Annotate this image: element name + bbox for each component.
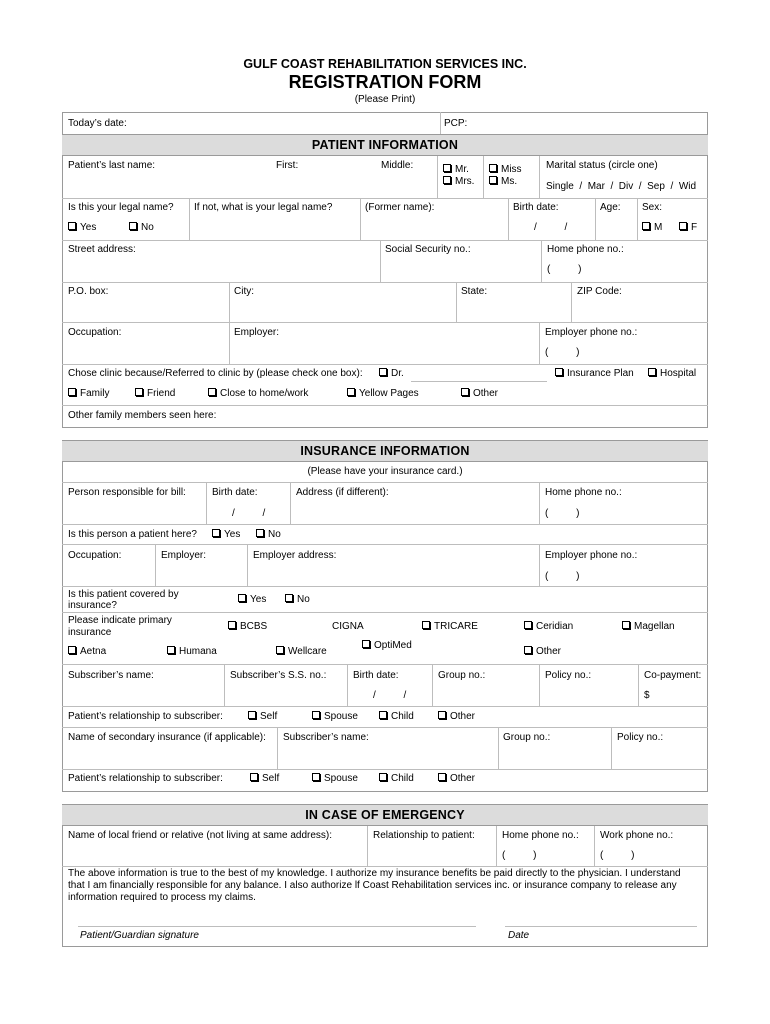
checkbox-icon bbox=[438, 773, 446, 781]
insurance-other-checkbox[interactable] bbox=[524, 646, 561, 658]
is-patient-no-checkbox[interactable] bbox=[256, 529, 281, 541]
print-instruction: (Please Print) bbox=[354, 94, 416, 105]
option-label: Self bbox=[260, 711, 278, 722]
checkbox-icon bbox=[622, 621, 630, 629]
divider bbox=[347, 664, 348, 706]
checkbox-icon bbox=[679, 222, 687, 230]
option-label: Friend bbox=[147, 388, 176, 399]
insurance-ceridian-checkbox[interactable] bbox=[524, 621, 573, 633]
divider bbox=[539, 482, 540, 524]
option-label: Ms. bbox=[501, 176, 518, 187]
relationship2-self-checkbox[interactable] bbox=[250, 773, 279, 785]
covered-question-line2: insurance? bbox=[68, 600, 117, 611]
statement-line-2: that I am financially responsible for any balance. I also authorize lf Coast Rehabilitation services inc. or insurance company to release any bbox=[68, 880, 677, 891]
todays-date-label: Today’s date: bbox=[68, 118, 127, 129]
checkbox-icon bbox=[68, 388, 76, 396]
divider bbox=[189, 198, 190, 240]
option-label: Yes bbox=[250, 594, 267, 605]
divider bbox=[62, 664, 708, 665]
divider bbox=[62, 364, 708, 365]
marital-status-label: Marital status (circle one) bbox=[546, 160, 658, 171]
insurance-aetna-checkbox[interactable] bbox=[68, 646, 106, 658]
copayment-label[interactable]: Co-payment: bbox=[644, 670, 702, 681]
subscriber-ssn-label[interactable]: Subscriber’s S.S. no.: bbox=[230, 670, 327, 681]
divider bbox=[62, 706, 708, 707]
subscriber-name-label[interactable]: Subscriber’s name: bbox=[68, 670, 154, 681]
policy-no-label[interactable]: Policy no.: bbox=[545, 670, 592, 681]
checkbox-icon bbox=[68, 222, 76, 230]
checkbox-icon bbox=[228, 621, 236, 629]
divider bbox=[224, 664, 225, 706]
option-label: No bbox=[141, 222, 154, 233]
subscriber-birth-date-slashes: / / bbox=[373, 690, 407, 701]
divider bbox=[155, 544, 156, 586]
pcp-label: PCP: bbox=[444, 118, 468, 129]
relationship-label: Patient’s relationship to subscriber: bbox=[68, 711, 223, 722]
copayment-dollar: $ bbox=[644, 690, 650, 701]
is-patient-yes-checkbox[interactable] bbox=[212, 529, 240, 541]
title-ms-checkbox[interactable] bbox=[489, 176, 517, 188]
employer-label[interactable]: Employer: bbox=[234, 327, 280, 338]
relationship-label-2: Patient’s relationship to subscriber: bbox=[68, 773, 223, 784]
is-patient-question: Is this person a patient here? bbox=[68, 529, 197, 540]
checkbox-icon bbox=[443, 176, 451, 184]
insurance-optimed-checkbox[interactable] bbox=[362, 640, 412, 652]
title-mr-checkbox[interactable] bbox=[443, 164, 469, 176]
po-box-label[interactable]: P.O. box: bbox=[68, 286, 109, 297]
covered-yes-checkbox[interactable] bbox=[238, 594, 266, 606]
date-label: Date bbox=[508, 930, 530, 941]
resp-address-label[interactable]: Address (if different): bbox=[296, 487, 389, 498]
covered-question-line1: Is this patient covered by bbox=[68, 589, 179, 600]
emergency-work-phone-paren: ( ) bbox=[600, 850, 635, 861]
checkbox-icon bbox=[461, 388, 469, 396]
divider bbox=[541, 240, 542, 282]
divider bbox=[571, 282, 572, 322]
divider bbox=[539, 664, 540, 706]
divider bbox=[611, 727, 612, 769]
divider bbox=[62, 322, 708, 323]
checkbox-icon bbox=[379, 711, 387, 719]
option-label: Yes bbox=[224, 529, 241, 540]
legal-no-checkbox[interactable] bbox=[129, 222, 154, 234]
divider bbox=[62, 282, 708, 283]
emergency-relationship-label[interactable]: Relationship to patient: bbox=[373, 830, 475, 841]
referral-hospital-checkbox[interactable] bbox=[648, 368, 696, 380]
divider bbox=[62, 769, 708, 770]
employer-phone-label[interactable]: Employer phone no.: bbox=[545, 327, 638, 338]
divider bbox=[229, 282, 230, 322]
secondary-policy-no-label[interactable]: Policy no.: bbox=[617, 732, 664, 743]
checkbox-icon bbox=[135, 388, 143, 396]
checkbox-icon bbox=[212, 529, 220, 537]
checkbox-icon bbox=[524, 621, 532, 629]
option-label: Mrs. bbox=[455, 176, 475, 187]
age-label[interactable]: Age: bbox=[600, 202, 621, 213]
street-address-label[interactable]: Street address: bbox=[68, 244, 136, 255]
divider bbox=[277, 727, 278, 769]
checkbox-icon bbox=[129, 222, 137, 230]
divider bbox=[290, 482, 291, 524]
ssn-label[interactable]: Social Security no.: bbox=[385, 244, 471, 255]
legal-name-question: Is this your legal name? bbox=[68, 202, 174, 213]
date-line[interactable] bbox=[505, 926, 697, 927]
divider bbox=[594, 826, 595, 866]
insurance-bcbs-checkbox[interactable] bbox=[228, 621, 267, 633]
referral-insurance-plan-checkbox[interactable] bbox=[555, 368, 634, 380]
form-title: REGISTRATION FORM bbox=[288, 72, 482, 92]
option-label: Hospital bbox=[660, 368, 697, 379]
relationship-self-checkbox[interactable] bbox=[248, 711, 277, 723]
option-label: OptiMed bbox=[374, 640, 412, 651]
divider bbox=[360, 198, 361, 240]
divider bbox=[247, 544, 248, 586]
last-name-label[interactable]: Patient’s last name: bbox=[68, 160, 156, 171]
option-label: Spouse bbox=[324, 773, 358, 784]
divider bbox=[638, 664, 639, 706]
home-phone-paren: ( ) bbox=[547, 264, 582, 275]
first-name-label[interactable]: First: bbox=[276, 160, 299, 171]
former-name-label[interactable]: (Former name): bbox=[365, 202, 435, 213]
title-mrs-checkbox[interactable] bbox=[443, 176, 474, 188]
referral-yellow-pages-checkbox[interactable] bbox=[347, 388, 419, 400]
marital-status-options[interactable]: Single / Mar / Div / Sep / Wid bbox=[546, 181, 697, 192]
resp-employer-label[interactable]: Employer: bbox=[161, 550, 207, 561]
checkbox-icon bbox=[443, 164, 451, 172]
divider bbox=[367, 826, 368, 866]
divider bbox=[206, 482, 207, 524]
checkbox-icon bbox=[68, 646, 76, 654]
divider bbox=[229, 322, 230, 364]
option-label: M bbox=[654, 222, 663, 233]
checkbox-icon bbox=[379, 368, 387, 376]
divider bbox=[456, 282, 457, 322]
emergency-home-phone-label[interactable]: Home phone no.: bbox=[502, 830, 579, 841]
option-label: Other bbox=[450, 773, 476, 784]
statement-line-1: The above information is true to the best of my knowledge. I authorize my insurance benefits be paid directly to the physician. I understand bbox=[68, 868, 681, 879]
divider bbox=[508, 198, 509, 240]
relationship2-child-checkbox[interactable] bbox=[379, 773, 414, 785]
checkbox-icon bbox=[250, 773, 258, 781]
divider bbox=[62, 405, 708, 406]
referral-friend-checkbox[interactable] bbox=[135, 388, 175, 400]
resp-home-phone-label[interactable]: Home phone no.: bbox=[545, 487, 622, 498]
option-label: BCBS bbox=[240, 621, 268, 632]
secondary-group-no-label[interactable]: Group no.: bbox=[503, 732, 551, 743]
option-label: F bbox=[691, 222, 698, 233]
referral-close-home-checkbox[interactable] bbox=[208, 388, 308, 400]
secondary-insurance-label[interactable]: Name of secondary insurance (if applicable): bbox=[68, 732, 266, 743]
divider bbox=[539, 322, 540, 364]
city-label[interactable]: City: bbox=[234, 286, 254, 297]
divider bbox=[498, 727, 499, 769]
option-label: Magellan bbox=[634, 621, 675, 632]
occupation-label[interactable]: Occupation: bbox=[68, 327, 122, 338]
checkbox-icon bbox=[648, 368, 656, 376]
option-label: Child bbox=[391, 773, 414, 784]
option-label: Spouse bbox=[324, 711, 358, 722]
checkbox-icon bbox=[312, 773, 320, 781]
divider bbox=[539, 544, 540, 586]
option-label: Wellcare bbox=[288, 646, 327, 657]
option-label: Miss bbox=[501, 164, 522, 175]
resp-birth-date-label[interactable]: Birth date: bbox=[212, 487, 258, 498]
checkbox-icon bbox=[422, 621, 430, 629]
company-name: GULF COAST REHABILITATION SERVICES INC. bbox=[243, 57, 527, 71]
option-label: No bbox=[297, 594, 310, 605]
relationship-other-checkbox[interactable] bbox=[438, 711, 475, 723]
sex-label: Sex: bbox=[642, 202, 663, 213]
zip-label[interactable]: ZIP Code: bbox=[577, 286, 622, 297]
option-label: Self bbox=[262, 773, 280, 784]
checkbox-icon bbox=[362, 640, 370, 648]
divider bbox=[62, 524, 708, 525]
covered-no-checkbox[interactable] bbox=[285, 594, 310, 606]
insurance-cigna-option[interactable]: CIGNA bbox=[332, 621, 364, 632]
title-miss-checkbox[interactable] bbox=[489, 164, 522, 176]
employer-phone-paren: ( ) bbox=[545, 347, 580, 358]
birth-date-slashes: / / bbox=[534, 222, 568, 233]
sex-m-checkbox[interactable] bbox=[642, 222, 662, 234]
divider bbox=[62, 544, 708, 545]
option-label: TRICARE bbox=[434, 621, 478, 632]
divider bbox=[496, 826, 497, 866]
option-label: Insurance Plan bbox=[567, 368, 634, 379]
checkbox-icon bbox=[555, 368, 563, 376]
divider bbox=[440, 112, 441, 134]
relationship-spouse-checkbox[interactable] bbox=[312, 711, 358, 723]
checkbox-icon bbox=[347, 388, 355, 396]
checkbox-icon bbox=[285, 594, 293, 602]
option-label: Other bbox=[536, 646, 562, 657]
divider bbox=[595, 198, 596, 240]
option-label: Close to home/work bbox=[220, 388, 309, 399]
relationship2-spouse-checkbox[interactable] bbox=[312, 773, 358, 785]
divider bbox=[62, 198, 708, 199]
local-friend-label[interactable]: Name of local friend or relative (not living at same address): bbox=[68, 830, 333, 841]
checkbox-icon bbox=[276, 646, 284, 654]
divider bbox=[437, 156, 438, 198]
insurance-magellan-checkbox[interactable] bbox=[622, 621, 675, 633]
home-phone-label[interactable]: Home phone no.: bbox=[547, 244, 624, 255]
divider bbox=[539, 156, 540, 198]
divider bbox=[62, 586, 708, 587]
primary-insurance-line1: Please indicate primary bbox=[68, 615, 172, 626]
checkbox-icon bbox=[256, 529, 264, 537]
resp-birth-date-slashes: / / bbox=[232, 508, 266, 519]
birth-date-label[interactable]: Birth date: bbox=[513, 202, 559, 213]
emergency-work-phone-label[interactable]: Work phone no.: bbox=[600, 830, 674, 841]
relationship2-other-checkbox[interactable] bbox=[438, 773, 475, 785]
resp-employer-phone-label[interactable]: Employer phone no.: bbox=[545, 550, 638, 561]
option-label: Aetna bbox=[80, 646, 107, 657]
resp-occupation-label[interactable]: Occupation: bbox=[68, 550, 122, 561]
legal-yes-checkbox[interactable] bbox=[68, 222, 96, 234]
checkbox-icon bbox=[167, 646, 175, 654]
other-family-label[interactable]: Other family members seen here: bbox=[68, 410, 217, 421]
middle-name-label[interactable]: Middle: bbox=[381, 160, 414, 171]
sex-f-checkbox[interactable] bbox=[679, 222, 697, 234]
option-label: Other bbox=[450, 711, 476, 722]
checkbox-icon bbox=[489, 164, 497, 172]
checkbox-icon bbox=[642, 222, 650, 230]
signature-line[interactable] bbox=[78, 926, 476, 927]
option-label: Other bbox=[473, 388, 499, 399]
checkbox-icon bbox=[208, 388, 216, 396]
insurance-humana-checkbox[interactable] bbox=[167, 646, 217, 658]
option-label: Child bbox=[391, 711, 414, 722]
divider bbox=[483, 156, 484, 198]
emergency-home-phone-paren: ( ) bbox=[502, 850, 537, 861]
secondary-subscriber-label[interactable]: Subscriber’s name: bbox=[283, 732, 369, 743]
option-label: Family bbox=[80, 388, 110, 399]
subscriber-birth-date-label[interactable]: Birth date: bbox=[353, 670, 399, 681]
legal-name-label[interactable]: If not, what is your legal name? bbox=[194, 202, 333, 213]
statement-line-3: information required to process my claims. bbox=[68, 892, 256, 903]
divider bbox=[380, 240, 381, 282]
referral-family-checkbox[interactable] bbox=[68, 388, 109, 400]
referral-dr-checkbox[interactable] bbox=[379, 368, 404, 380]
state-label[interactable]: State: bbox=[461, 286, 488, 297]
option-label: Dr. bbox=[391, 368, 404, 379]
divider bbox=[432, 664, 433, 706]
insurance-tricare-checkbox[interactable] bbox=[422, 621, 478, 633]
insurance-wellcare-checkbox[interactable] bbox=[276, 646, 327, 658]
resp-home-phone-paren: ( ) bbox=[545, 508, 580, 519]
insurance-info-header: INSURANCE INFORMATION bbox=[62, 440, 708, 462]
chose-clinic-label: Chose clinic because/Referred to clinic by (please check one box): bbox=[68, 368, 363, 379]
checkbox-icon bbox=[524, 646, 532, 654]
patient-info-header: PATIENT INFORMATION bbox=[62, 134, 708, 156]
option-label: Yellow Pages bbox=[359, 388, 419, 399]
checkbox-icon bbox=[489, 176, 497, 184]
option-label: Humana bbox=[179, 646, 217, 657]
relationship-child-checkbox[interactable] bbox=[379, 711, 414, 723]
emergency-header: IN CASE OF EMERGENCY bbox=[62, 804, 708, 826]
person-responsible-label[interactable]: Person responsible for bill: bbox=[68, 487, 186, 498]
dr-name-line[interactable] bbox=[411, 381, 547, 382]
divider bbox=[62, 612, 708, 613]
group-no-label[interactable]: Group no.: bbox=[438, 670, 486, 681]
option-label: No bbox=[268, 529, 281, 540]
checkbox-icon bbox=[379, 773, 387, 781]
resp-employer-address-label[interactable]: Employer address: bbox=[253, 550, 337, 561]
primary-insurance-line2: insurance bbox=[68, 627, 112, 638]
option-label: Ceridian bbox=[536, 621, 574, 632]
checkbox-icon bbox=[312, 711, 320, 719]
divider bbox=[62, 482, 708, 483]
referral-other-checkbox[interactable] bbox=[461, 388, 498, 400]
checkbox-icon bbox=[438, 711, 446, 719]
checkbox-icon bbox=[238, 594, 246, 602]
checkbox-icon bbox=[248, 711, 256, 719]
insurance-card-note: (Please have your insurance card.) bbox=[307, 466, 463, 477]
option-label: Yes bbox=[80, 222, 97, 233]
divider bbox=[62, 866, 708, 867]
divider bbox=[62, 240, 708, 241]
divider bbox=[637, 198, 638, 240]
resp-employer-phone-paren: ( ) bbox=[545, 571, 580, 582]
signature-label: Patient/Guardian signature bbox=[80, 930, 199, 941]
option-label: Mr. bbox=[455, 164, 469, 175]
